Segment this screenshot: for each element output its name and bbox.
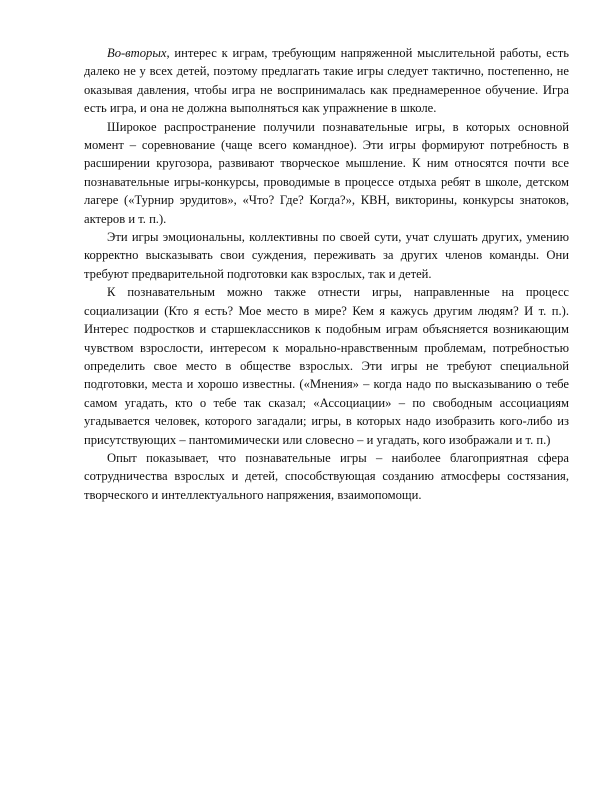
paragraph-2	[84, 118, 569, 228]
paragraph-5-text: Опыт показывает, что познавательные игры – наиболее благоприятная сфера сотрудничества взрослых и детей, способствующая созданию атмосферы состязания, творческого и интеллектуального напряжения, взаимопомощи.	[84, 450, 569, 502]
paragraph-3-text: Эти игры эмоциональны, коллективны по своей сути, учат слушать других, умению корректно высказывать свои суждения, переживать за других членов команды. Они требуют предварительной подготовки как взрослых, так и детей.	[84, 230, 569, 281]
paragraph-1	[84, 44, 569, 118]
paragraph-1-text: интерес к играм, требующим напряженной мыслительной работы, есть далеко не у всех детей, поэтому предлагать такие игры следует тактично, постепенно, не оказывая давления, чтобы игра не воспринималась как преднамеренное обучение. Игра есть игра, и она не должна выполняться как упражнение в школе.	[84, 46, 569, 116]
document-page	[84, 44, 569, 504]
paragraph-3	[84, 228, 569, 283]
paragraph-5	[84, 449, 569, 504]
paragraph-4-text: К познавательным можно также отнести игры, направленные на процесс социализации (Кто я есть? Мое место в мире? Кем я кажусь другим людям? И т. п.). Интерес подростков и старшеклассников к подобным играм объясняется возникающим чувством взрослости, интересом к морально-нравственным проблемам, потребностью определить свое место в обществе взрослых. Эти игры не требуют специальной подготовки, места и хорошо известны. («Мнения» – когда надо по высказыванию о тебе самом угадать, кто о тебе так сказал; «Ассоциации» – по свободным ассоциациям угадывается человек, которого загадали; игры, в которых надо изобразить кого-либо из присутствующих – пантомимически или словесно – и угадать, кого изображали и т. п.)	[84, 285, 569, 447]
paragraph-2-text: Широкое распространение получили познавательные игры, в которых основной момент – соревнование (чаще всего командное). Эти игры формируют потребность в расширении кругозора, развивают творческое мышление. К ним относятся почти все познавательные игры-конкурсы, проводимые в процессе отдыха ребят в школе, детском лагере («Турнир эрудитов», «Что? Где? Когда?», КВН, викторины, конкурсы знатоков, актеров и т. п.).	[84, 119, 569, 226]
paragraph-1-lead: Во-вторых,	[107, 46, 170, 60]
paragraph-4	[84, 283, 569, 449]
